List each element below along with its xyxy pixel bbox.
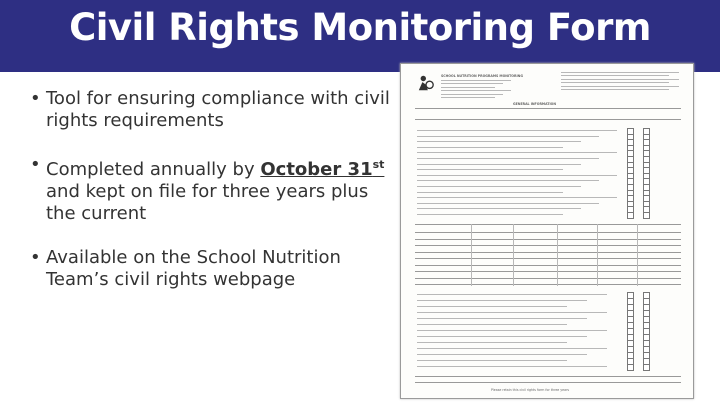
form-question-line	[417, 214, 563, 215]
form-question-line	[417, 360, 567, 361]
bullet-text-after: and kept on file for three years plus the current	[46, 181, 369, 224]
form-question-line	[417, 354, 587, 355]
form-question-line	[417, 306, 567, 307]
deadline-text: October 31	[260, 159, 373, 180]
form-question-line	[417, 175, 617, 176]
form-section-heading: GENERAL INFORMATION	[513, 102, 557, 106]
title-bar	[0, 0, 720, 72]
bullet-text-before: Completed annually by	[46, 159, 261, 180]
form-table-border	[415, 224, 681, 225]
form-table-col	[513, 224, 514, 286]
form-question-line	[417, 342, 567, 343]
bullet-item-2	[30, 154, 390, 225]
form-question-line	[417, 300, 587, 301]
form-text-line	[441, 87, 495, 88]
form-text-line	[561, 89, 669, 90]
form-table-row	[415, 258, 681, 259]
deadline-date	[260, 159, 384, 180]
form-text-line	[441, 90, 511, 91]
form-table-row	[415, 239, 681, 240]
slide-title: Civil Rights Monitoring Form	[69, 6, 651, 49]
form-text-line	[441, 94, 503, 95]
form-text-line	[441, 97, 495, 98]
form-question-line	[417, 141, 581, 142]
form-question-line	[417, 136, 599, 137]
bullet-item-1	[30, 88, 390, 132]
bullet-marker: •	[30, 247, 41, 268]
form-checkbox	[643, 364, 650, 371]
form-header-left: SCHOOL NUTRITION PROGRAMS MONITORING	[441, 74, 523, 78]
form-question-line	[417, 152, 617, 153]
bullet-item-3	[30, 247, 390, 291]
form-question-line	[417, 180, 599, 181]
form-table-row	[415, 278, 681, 279]
form-checkbox	[627, 212, 634, 219]
form-table-col	[471, 224, 472, 286]
bullet-list	[30, 88, 390, 313]
form-checkbox	[643, 212, 650, 219]
bullet-text: Tool for ensuring compliance with civil rights requirements	[46, 88, 390, 131]
form-rule	[415, 108, 681, 109]
form-question-line	[417, 158, 599, 159]
form-question-line	[417, 336, 587, 337]
form-signature-line	[415, 376, 681, 377]
form-table-col	[557, 224, 558, 286]
form-question-line	[417, 318, 587, 319]
form-text-line	[561, 75, 669, 76]
form-question-line	[417, 169, 563, 170]
form-question-line	[417, 130, 617, 131]
form-text-line	[561, 86, 679, 87]
form-question-line	[417, 208, 581, 209]
form-text-line	[561, 72, 679, 73]
agency-logo-icon	[417, 74, 435, 92]
form-checkbox	[627, 364, 634, 371]
form-table-col	[597, 224, 598, 286]
form-table-col	[637, 224, 638, 286]
form-question-line	[417, 186, 581, 187]
form-question-line	[417, 197, 617, 198]
form-table-row	[415, 284, 681, 285]
form-question-line	[417, 203, 599, 204]
form-rule	[415, 119, 681, 120]
bullet-marker: •	[30, 88, 41, 109]
bullet-marker: •	[30, 154, 41, 175]
form-text-line	[561, 82, 669, 83]
form-signature-line	[415, 382, 681, 383]
form-table-row	[415, 245, 681, 246]
form-question-line	[417, 324, 567, 325]
form-table-row	[415, 265, 681, 266]
form-table-row	[415, 271, 681, 272]
form-question-line	[417, 348, 607, 349]
form-question-line	[417, 366, 607, 367]
bullet-text: Available on the School Nutrition Team’s civil rights webpage	[46, 247, 341, 290]
form-table-row	[415, 232, 681, 233]
form-text-line	[441, 83, 503, 84]
form-question-line	[417, 312, 607, 313]
form-question-line	[417, 147, 563, 148]
form-thumbnail-image	[400, 63, 694, 399]
deadline-suffix: st	[372, 158, 385, 171]
form-question-line	[417, 164, 581, 165]
form-text-line	[441, 80, 511, 81]
form-question-line	[417, 294, 607, 295]
form-question-line	[417, 330, 607, 331]
form-text-line	[561, 79, 679, 80]
form-footer: Please retain this civil rights form for three years	[491, 388, 570, 392]
form-question-line	[417, 192, 563, 193]
form-table-row	[415, 252, 681, 253]
